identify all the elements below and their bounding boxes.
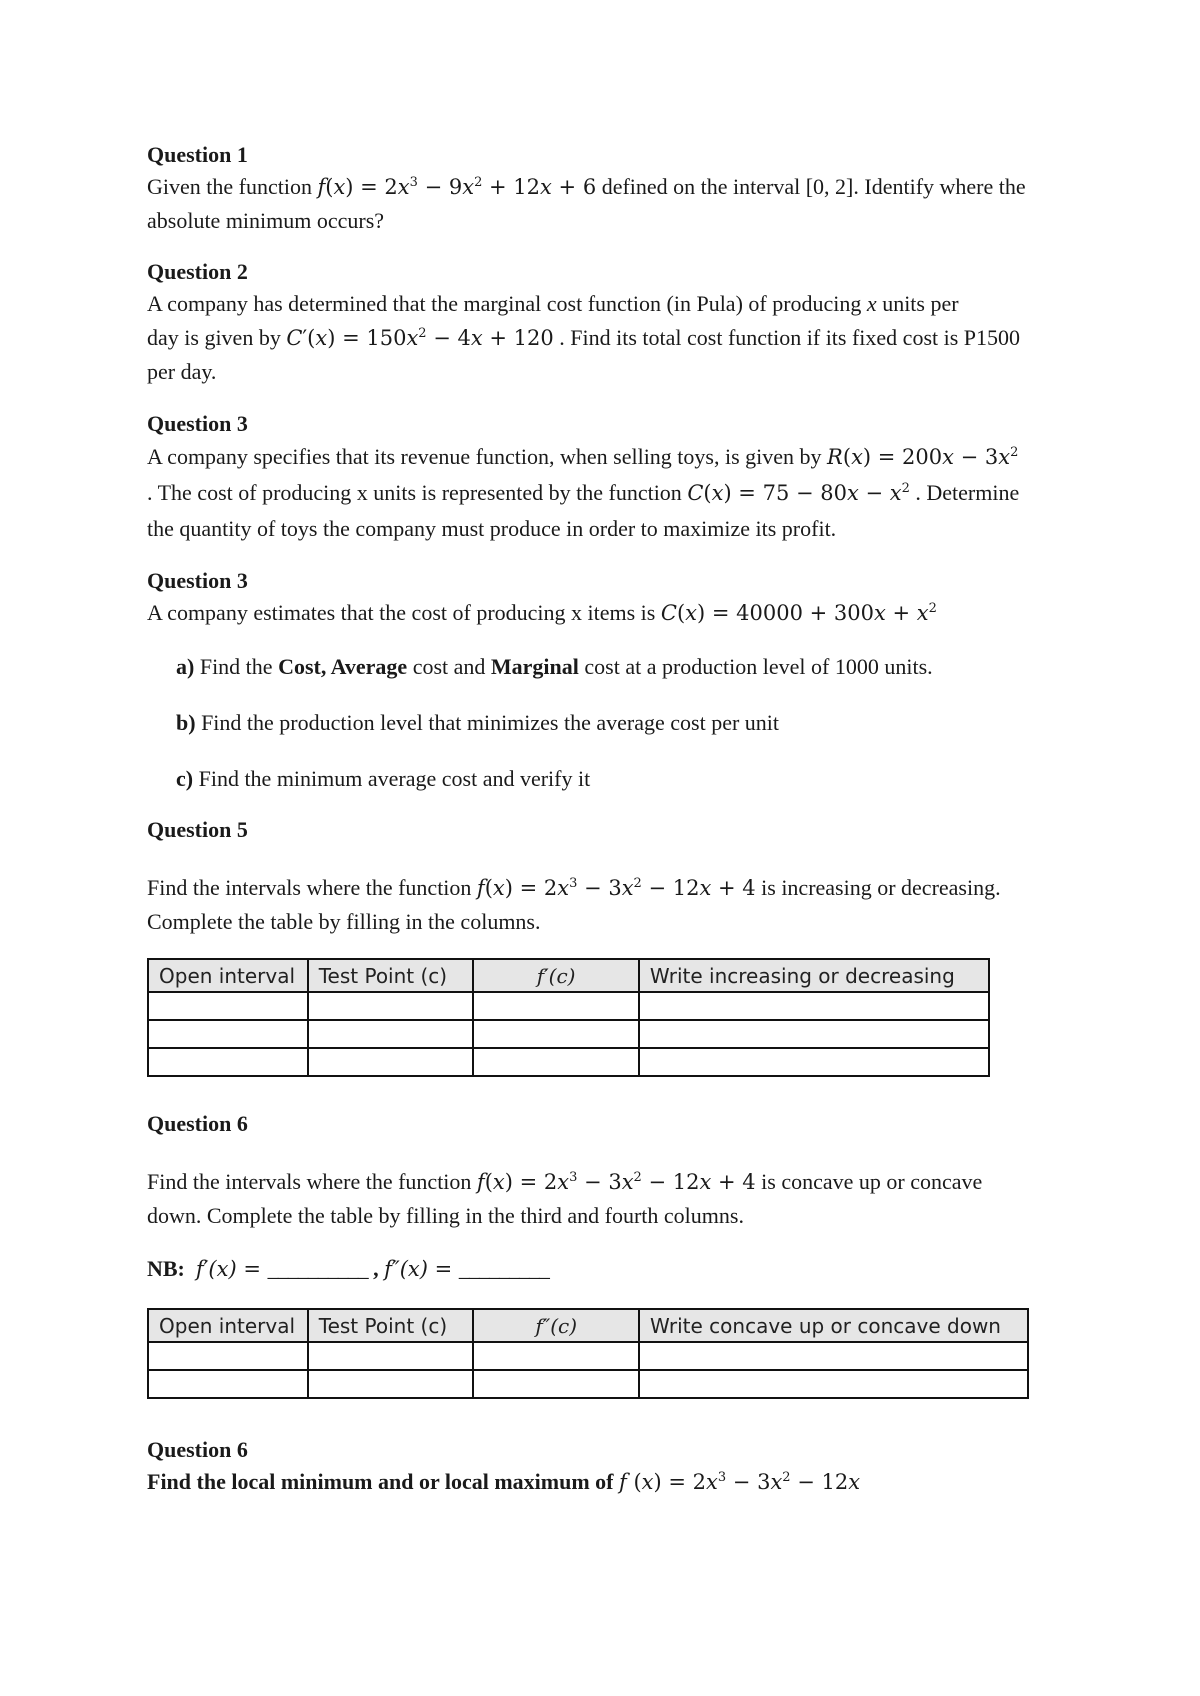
question-3b-text bbox=[147, 596, 1067, 630]
q3a-cost-formula: $C(x) = 75 - 80x - x^2$ bbox=[687, 481, 910, 505]
header-open-interval: Open interval bbox=[148, 959, 308, 992]
question-5-title: Question 5 bbox=[147, 817, 248, 842]
part-a-text1: Find the bbox=[194, 654, 279, 679]
q6a-line1-a: Find the intervals where the function bbox=[147, 1169, 477, 1194]
q1-text-after: defined on the interval [0, 2]. Identify where the absolute minimum occurs? bbox=[147, 174, 1026, 233]
header-behavior: Write increasing or decreasing bbox=[639, 959, 989, 992]
table-cell[interactable] bbox=[308, 1048, 474, 1076]
q6a-formula: $f(x) = 2x^3 - 3x^2 - 12x + 4$ bbox=[476, 1170, 756, 1194]
table-cell[interactable] bbox=[308, 1020, 474, 1048]
nb-label: NB: bbox=[147, 1256, 185, 1281]
part-a-label: a) bbox=[176, 654, 195, 679]
q2-line1-a: A company has determined that the marginal cost function (in Pula) of producing bbox=[147, 291, 867, 316]
q3b-part-a bbox=[176, 650, 1067, 683]
q2-formula: $C'(x) = 150x^2 - 4x + 120$ bbox=[286, 326, 554, 350]
q1-text-before: Given the function bbox=[147, 174, 318, 199]
concavity-table bbox=[147, 1308, 1029, 1399]
table-cell[interactable] bbox=[473, 1342, 639, 1370]
header-test-point: Test Point (c) bbox=[308, 1309, 474, 1342]
table-cell[interactable] bbox=[473, 1370, 639, 1398]
part-a-bold2: Marginal bbox=[490, 654, 579, 679]
question-6-title: Question 6 bbox=[147, 1111, 248, 1136]
worksheet bbox=[147, 140, 1067, 1499]
table-cell[interactable] bbox=[473, 1048, 639, 1076]
nb-line bbox=[147, 1252, 1067, 1286]
table-row bbox=[148, 1342, 1028, 1370]
part-a-bold1: Cost, Average bbox=[278, 654, 408, 679]
nb-blank-2[interactable]: _________ bbox=[458, 1256, 549, 1281]
header-test-point: Test Point (c) bbox=[308, 959, 474, 992]
q6a-line2: down. Complete the table by filling in the third and fourth columns. bbox=[147, 1203, 744, 1228]
table-cell[interactable] bbox=[639, 1048, 989, 1076]
question-6b-title: Question 6 bbox=[147, 1437, 248, 1462]
header-second-derivative: f″(c) bbox=[473, 1309, 639, 1342]
q5-line1-b: is increasing or decreasing. bbox=[755, 875, 1001, 900]
table-cell[interactable] bbox=[639, 1342, 1028, 1370]
table-cell[interactable] bbox=[308, 992, 474, 1020]
header-open-interval: Open interval bbox=[148, 1309, 308, 1342]
question-6b-text bbox=[147, 1465, 1067, 1499]
part-b-label: b) bbox=[176, 710, 196, 735]
table-row bbox=[148, 992, 989, 1020]
table-cell[interactable] bbox=[639, 992, 989, 1020]
header-derivative: f′(c) bbox=[473, 959, 639, 992]
q2-line2-a: day is given by bbox=[147, 325, 287, 350]
table-row bbox=[148, 1048, 989, 1076]
table-cell[interactable] bbox=[639, 1370, 1028, 1398]
q3a-line1: A company specifies that its revenue function, when selling toys, is given by bbox=[147, 444, 828, 469]
q5-formula: $f(x) = 2x^3 - 3x^2 - 12x + 4$ bbox=[476, 876, 756, 900]
q1-formula: $f(x) = 2x^3 - 9x^2 + 12x + 6$ bbox=[317, 175, 597, 199]
q3a-line2-a: . The cost of producing x units is represented by the function bbox=[147, 480, 688, 505]
increasing-table bbox=[147, 958, 990, 1077]
nb-first-derivative: f′(x) = bbox=[195, 1257, 268, 1281]
table-cell[interactable] bbox=[473, 1020, 639, 1048]
q2-line1-b: units per bbox=[876, 291, 959, 316]
table-cell[interactable] bbox=[148, 1020, 308, 1048]
table-header-row bbox=[148, 959, 989, 992]
q5-line2: Complete the table by filling in the columns. bbox=[147, 909, 541, 934]
question-2-text bbox=[147, 287, 1067, 389]
q3b-part-b bbox=[176, 706, 1067, 739]
table-cell[interactable] bbox=[308, 1370, 474, 1398]
nb-second-derivative: f″(x) = bbox=[384, 1257, 459, 1281]
table-cell[interactable] bbox=[148, 992, 308, 1020]
nb-blank-1[interactable]: __________ bbox=[267, 1256, 368, 1281]
question-3b-title: Question 3 bbox=[147, 568, 248, 593]
q3b-line1: A company estimates that the cost of producing x items is bbox=[147, 600, 661, 625]
question-5-text bbox=[147, 871, 1067, 938]
part-c-label: c) bbox=[176, 766, 194, 791]
q2-line3: per day. bbox=[147, 359, 217, 384]
table-cell[interactable] bbox=[148, 1048, 308, 1076]
table-cell[interactable] bbox=[308, 1342, 474, 1370]
table-row bbox=[148, 1020, 989, 1048]
q2-var-x: x bbox=[866, 291, 877, 316]
q6a-line1-b: is concave up or concave bbox=[755, 1169, 983, 1194]
q2-line2-b: . Find its total cost function if its fixed cost is P1500 bbox=[553, 325, 1021, 350]
part-b-text: Find the production level that minimizes the average cost per unit bbox=[195, 710, 780, 735]
header-concavity: Write concave up or concave down bbox=[639, 1309, 1028, 1342]
part-a-text2: cost and bbox=[407, 654, 491, 679]
table-row bbox=[148, 1370, 1028, 1398]
q3a-revenue-formula: $R(x) = 200x - 3x^2$ bbox=[827, 445, 1019, 469]
q3b-cost-formula: $C(x) = 40000 + 300x + x^2$ bbox=[660, 601, 937, 625]
table-cell[interactable] bbox=[473, 992, 639, 1020]
q5-line1-a: Find the intervals where the function bbox=[147, 875, 477, 900]
table-cell[interactable] bbox=[639, 1020, 989, 1048]
q3b-part-c bbox=[176, 762, 1067, 795]
nb-separator: , bbox=[367, 1256, 385, 1281]
q6b-formula: f $(x) = 2x^3 - 3x^2 - 12x$ bbox=[619, 1470, 861, 1494]
table-cell[interactable] bbox=[148, 1342, 308, 1370]
q3a-line2-b: . Determine bbox=[909, 480, 1020, 505]
question-3-text bbox=[147, 439, 1067, 546]
table-cell[interactable] bbox=[148, 1370, 308, 1398]
q3a-line3: the quantity of toys the company must produce in order to maximize its profit. bbox=[147, 516, 837, 541]
part-a-text3: cost at a production level of 1000 units. bbox=[578, 654, 933, 679]
question-1-text bbox=[147, 170, 1067, 237]
part-c-text: Find the minimum average cost and verify it bbox=[193, 766, 591, 791]
question-6-text bbox=[147, 1165, 1067, 1232]
question-2-title: Question 2 bbox=[147, 259, 248, 284]
question-3-title: Question 3 bbox=[147, 411, 248, 436]
table-header-row bbox=[148, 1309, 1028, 1342]
q6b-text: Find the local minimum and or local maximum of bbox=[147, 1469, 619, 1494]
question-1-title: Question 1 bbox=[147, 142, 248, 167]
